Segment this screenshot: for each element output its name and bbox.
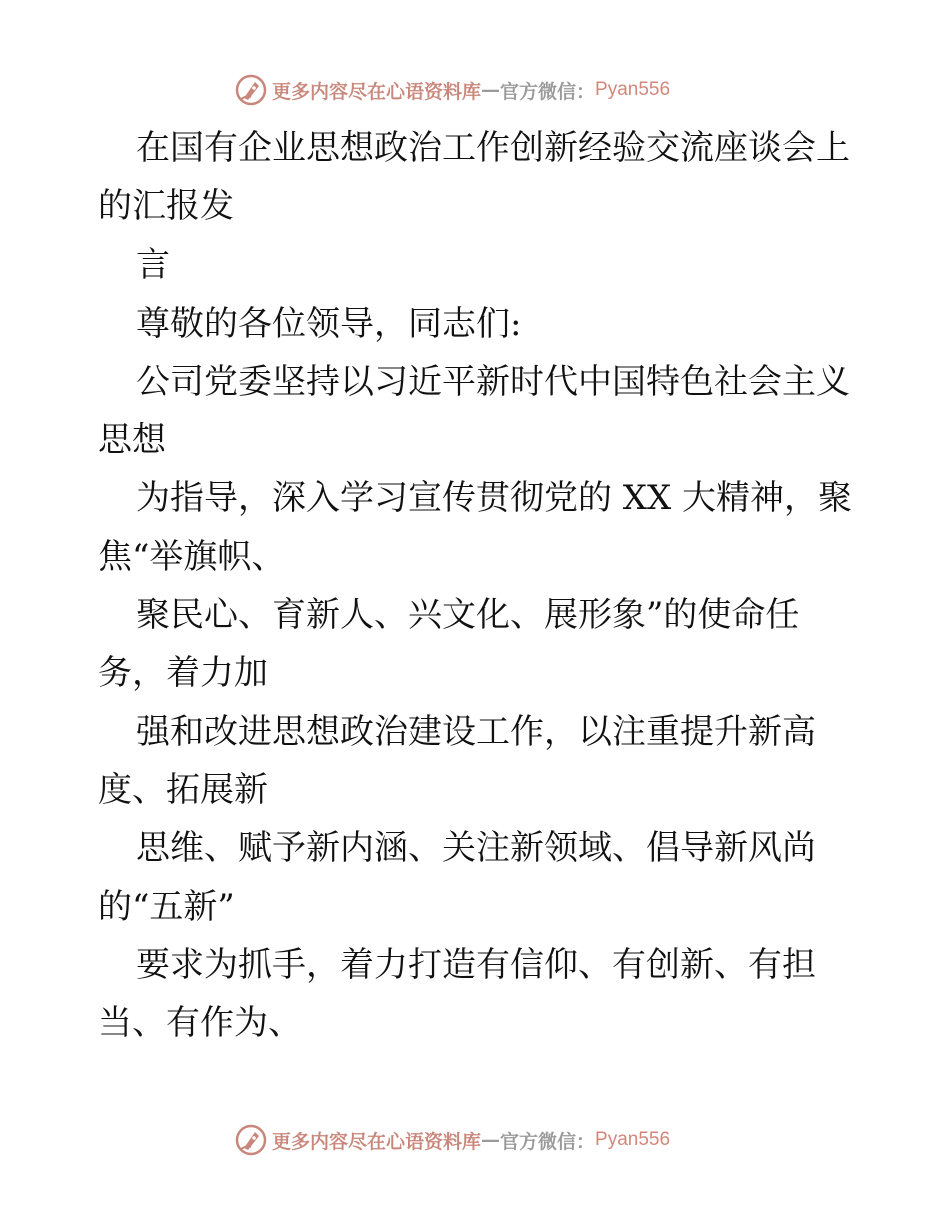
paragraph-line: 度、拓展新 [98, 770, 268, 810]
paragraph-line: 聚民心、育新人、兴文化、展形象”的使命任 [136, 595, 800, 635]
paragraph-line: 为指导，深入学习宣传贯彻党的 XX 大精神，聚 [136, 478, 853, 518]
paragraph-line: 的“五新” [98, 887, 235, 927]
watermark-brand: 更多内容尽在心语资料库 [272, 80, 482, 103]
title-line: 在国有企业思想政治工作创新经验交流座谈会上 [136, 128, 850, 168]
header-watermark [234, 70, 714, 110]
watermark-brand: 更多内容尽在心语资料库 [272, 1130, 482, 1153]
paragraph-line: 当、有作为、 [98, 1003, 302, 1043]
paragraph-line: 思维、赋予新内涵、关注新领域、倡导新风尚 [136, 828, 816, 868]
watermark-dash: — [481, 79, 501, 101]
paragraph-line: 思想 [98, 420, 166, 460]
salutation-line: 尊敬的各位领导，同志们: [136, 304, 522, 344]
paragraph-line: 要求为抓手，着力打造有信仰、有创新、有担 [136, 945, 816, 985]
watermark-wechat-label: 官方微信： [500, 1130, 596, 1153]
watermark-account: Pyan556 [595, 1129, 671, 1150]
pen-nib-logo-icon [234, 73, 268, 107]
title-line: 言 [136, 245, 170, 285]
watermark-account: Pyan556 [595, 79, 671, 100]
paragraph-line: 强和改进思想政治建设工作，以注重提升新高 [136, 712, 816, 752]
paragraph-line: 务，着力加 [98, 653, 268, 693]
paragraph-line: 焦“举旗帜、 [98, 537, 286, 577]
paragraph-line: 公司党委坚持以习近平新时代中国特色社会主义 [136, 362, 850, 402]
title-line: 的汇报发 [98, 186, 234, 226]
watermark-dash: — [481, 1129, 501, 1151]
footer-watermark [234, 1120, 714, 1160]
watermark-wechat-label: 官方微信： [500, 80, 596, 103]
pen-nib-logo-icon [234, 1123, 268, 1157]
